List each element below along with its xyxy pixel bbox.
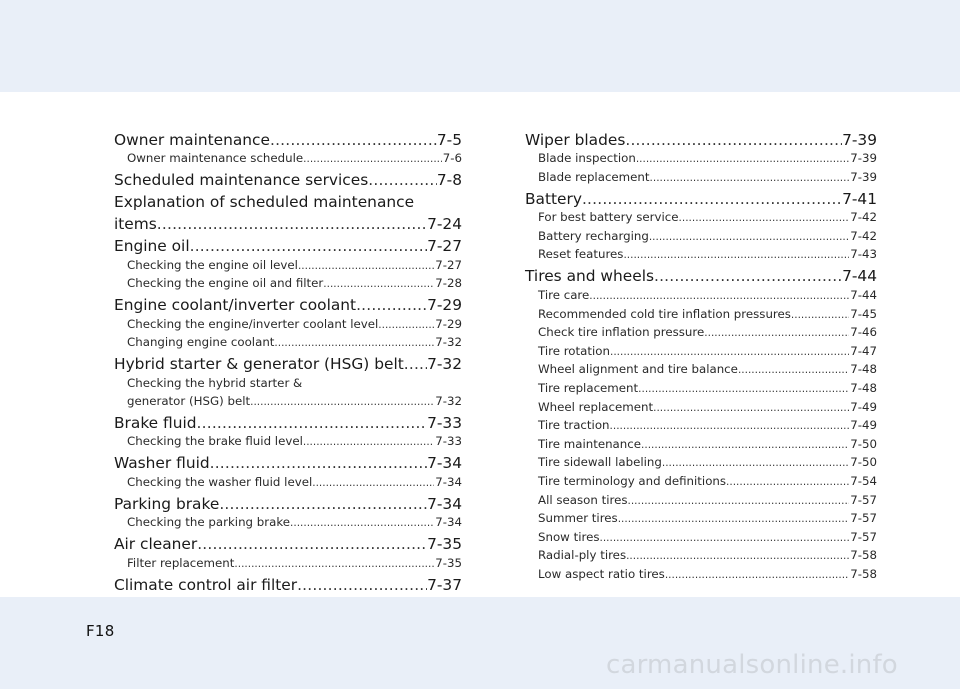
entry-page-number: 7-57 [850, 529, 877, 544]
toc-heading[interactable] [114, 575, 462, 596]
toc-heading[interactable] [114, 236, 462, 257]
entry-page-number: 7-42 [850, 210, 877, 225]
entry-title: Checking the brake fluid level [127, 434, 303, 449]
dot-leader [599, 529, 849, 548]
entry-title: Tire terminology and definitions [538, 473, 727, 488]
dot-leader [290, 514, 434, 533]
toc-subentry[interactable] [114, 150, 462, 169]
entry-title: Blade inspection [538, 151, 636, 165]
dot-leader [250, 393, 434, 412]
toc-subentry[interactable] [525, 547, 877, 566]
toc-subentry[interactable] [525, 306, 877, 325]
dot-leader [626, 547, 849, 566]
toc-heading[interactable] [114, 295, 462, 316]
toc-subentry[interactable] [525, 246, 877, 265]
entry-title: Checking the parking brake [127, 515, 291, 530]
entry-title: Snow tires [538, 529, 600, 544]
entry-title: Air cleaner [114, 535, 198, 554]
entry-page-number: 7-44 [850, 287, 877, 302]
entry-title: Filter replacement [127, 555, 235, 570]
toc-subentry[interactable] [525, 361, 877, 380]
dot-leader [791, 306, 849, 325]
entry-page-number: 7-29 [435, 316, 462, 331]
entry-page-number: 7-57 [850, 511, 877, 526]
entry-page-number: 7-42 [850, 228, 877, 243]
entry-title: Scheduled maintenance services [114, 171, 369, 190]
entry-title: Battery recharging [538, 228, 649, 243]
dot-leader [641, 436, 849, 455]
toc-subentry[interactable] [525, 324, 877, 343]
entry-page-number: 7-58 [850, 548, 877, 563]
toc-subentry[interactable] [525, 380, 877, 399]
entry-title: Hybrid starter & generator (HSG) belt [114, 355, 404, 374]
dot-leader [378, 316, 434, 335]
dot-leader [618, 510, 850, 529]
dot-leader [726, 473, 849, 492]
entry-page-number: 7-32 [427, 355, 462, 374]
entry-page-number: 7-46 [850, 325, 877, 340]
dot-leader [582, 189, 842, 210]
watermark-text: carmanualsonline.info [606, 650, 898, 680]
entry-page-number: 7-34 [435, 474, 462, 489]
entry-title: Radial-ply tires [538, 548, 627, 563]
dot-leader [623, 246, 849, 265]
entry-page-number: 7-50 [850, 455, 877, 470]
entry-page-number: 7-49 [850, 399, 877, 414]
dot-leader [625, 130, 842, 151]
entry-page-number: 7-48 [850, 380, 877, 395]
toc-subentry[interactable] [525, 454, 877, 473]
dot-leader [638, 380, 849, 399]
entry-page-number: 7-34 [435, 515, 462, 530]
toc-heading[interactable] [114, 354, 462, 375]
dot-leader [654, 266, 842, 287]
entry-page-number: 7-39 [850, 151, 877, 165]
toc-subentry[interactable] [525, 417, 877, 436]
dot-leader [610, 343, 849, 362]
entry-page-number: 7-57 [850, 492, 877, 507]
toc-subentry[interactable] [525, 169, 877, 188]
toc-subentry[interactable] [525, 492, 877, 511]
toc-subentry[interactable] [114, 555, 462, 574]
toc-subentry[interactable] [525, 150, 877, 169]
toc-subentry[interactable] [525, 399, 877, 418]
toc-subentry[interactable] [114, 275, 462, 294]
dot-leader [312, 474, 434, 493]
dot-leader [210, 453, 427, 474]
entry-page-number: 7-48 [850, 362, 877, 377]
entry-title: Changing engine coolant [127, 335, 275, 350]
entry-page-number: 7-45 [850, 306, 877, 321]
entry-page-number: 7-54 [850, 473, 877, 488]
toc-heading[interactable] [114, 130, 462, 151]
toc-subentry[interactable] [525, 436, 877, 455]
entry-page-number: 7-5 [436, 130, 462, 149]
entry-page-number: 7-44 [842, 267, 877, 286]
toc-subentry-line: Checking the hybrid starter & [127, 375, 303, 390]
dot-leader [404, 354, 427, 375]
dot-leader [234, 555, 434, 574]
dot-leader [157, 214, 427, 235]
entry-title: items [114, 215, 157, 234]
entry-title: Low aspect ratio tires [538, 566, 665, 581]
toc-column-left [114, 128, 462, 614]
dot-leader [270, 130, 437, 151]
entry-page-number: 7-34 [427, 494, 462, 513]
header-band [0, 0, 960, 92]
dot-leader [628, 492, 850, 511]
entry-page-number: 7-47 [850, 343, 877, 358]
toc-heading[interactable] [525, 189, 877, 210]
entry-title: All season tires [538, 492, 628, 507]
entry-page-number: 7-43 [850, 247, 877, 262]
toc-heading[interactable] [114, 170, 462, 191]
toc-subentry[interactable] [525, 473, 877, 492]
entry-title: Tire traction [538, 418, 610, 433]
dot-leader [219, 494, 427, 515]
entry-title: Tire replacement [538, 380, 639, 395]
dot-leader [589, 287, 849, 306]
entry-title: Checking the engine/inverter coolant level [127, 316, 379, 331]
toc-subentry[interactable] [114, 474, 462, 493]
dot-leader [303, 433, 434, 452]
dot-leader [197, 413, 428, 434]
toc-subentry[interactable] [525, 566, 877, 585]
entry-page-number: 7-33 [427, 413, 462, 432]
toc-heading-line: Explanation of scheduled maintenance [114, 193, 415, 212]
toc-heading[interactable] [114, 453, 462, 474]
dot-leader [704, 324, 849, 343]
page-number: F18 [86, 622, 115, 640]
entry-title: Checking the washer fluid level [127, 474, 313, 489]
toc-heading[interactable] [114, 494, 462, 515]
toc-heading[interactable] [114, 534, 462, 555]
toc-subentry[interactable] [114, 514, 462, 533]
toc-subentry[interactable] [114, 393, 462, 412]
dot-leader [274, 334, 434, 353]
entry-title: Tires and wheels [525, 267, 654, 286]
entry-page-number: 7-27 [427, 237, 462, 256]
dot-leader [679, 209, 850, 228]
entry-title: Tire rotation [538, 343, 610, 358]
entry-title: Parking brake [114, 494, 220, 513]
dot-leader [665, 566, 849, 585]
entry-title: Owner maintenance schedule [127, 151, 304, 165]
entry-page-number: 7-6 [442, 151, 462, 165]
entry-page-number: 7-50 [850, 436, 877, 451]
toc-subentry[interactable] [114, 257, 462, 276]
dot-leader [738, 361, 849, 380]
dot-leader [368, 170, 437, 191]
toc-heading[interactable] [525, 266, 877, 287]
entry-title: Checking the engine oil level [127, 257, 298, 272]
entry-title: Checking the engine oil and filter [127, 276, 324, 291]
entry-page-number: 7-39 [850, 169, 877, 184]
entry-page-number: 7-39 [842, 130, 877, 149]
entry-page-number: 7-32 [435, 335, 462, 350]
entry-title: Battery [525, 189, 582, 208]
dot-leader [298, 257, 434, 276]
entry-title: Tire care [538, 287, 590, 302]
entry-title: Recommended cold tire inflation pressures [538, 306, 791, 321]
toc-subentry[interactable] [525, 510, 877, 529]
entry-page-number: 7-29 [427, 296, 462, 315]
entry-title: Summer tires [538, 511, 618, 526]
entry-page-number: 7-27 [435, 257, 462, 272]
dot-leader [297, 575, 427, 596]
entry-title: Reset features [538, 247, 624, 262]
entry-page-number: 7-33 [435, 434, 462, 449]
entry-page-number: 7-58 [850, 566, 877, 581]
entry-title: Brake fluid [114, 413, 197, 432]
entry-page-number: 7-28 [435, 276, 462, 291]
toc-column-right [525, 128, 877, 584]
entry-page-number: 7-41 [842, 189, 877, 208]
entry-page-number: 7-34 [427, 454, 462, 473]
entry-page-number: 7-32 [435, 393, 462, 408]
toc-subentry[interactable] [114, 433, 462, 452]
dot-leader [650, 169, 850, 188]
entry-title: For best battery service [538, 210, 679, 225]
toc-subentry[interactable] [525, 287, 877, 306]
dot-leader [636, 150, 849, 169]
dot-leader [356, 295, 427, 316]
entry-page-number: 7-24 [427, 215, 462, 234]
dot-leader [197, 534, 427, 555]
toc-subentry[interactable] [114, 316, 462, 335]
entry-page-number: 7-35 [435, 555, 462, 570]
toc-subentry[interactable] [525, 228, 877, 247]
entry-title: Climate control air filter [114, 576, 298, 595]
dot-leader [662, 454, 849, 473]
entry-title: Tire maintenance [538, 436, 642, 451]
entry-title: Engine oil [114, 237, 190, 256]
dot-leader [190, 236, 427, 257]
entry-title: Wheel alignment and tire balance [538, 362, 738, 377]
entry-page-number: 7-8 [436, 171, 462, 190]
entry-title: Wheel replacement [538, 399, 654, 414]
entry-title: Washer fluid [114, 454, 210, 473]
toc-subentry[interactable] [525, 209, 877, 228]
dot-leader [649, 228, 849, 247]
toc-subentry[interactable] [525, 529, 877, 548]
entry-page-number: 7-37 [427, 576, 462, 595]
toc-heading[interactable] [114, 214, 462, 235]
entry-title: Tire sidewall labeling [538, 455, 662, 470]
entry-title: generator (HSG) belt [127, 393, 251, 408]
entry-page-number: 7-35 [427, 535, 462, 554]
entry-title: Owner maintenance [114, 130, 270, 149]
toc-subentry[interactable] [114, 334, 462, 353]
toc-heading[interactable] [525, 130, 877, 151]
dot-leader [323, 275, 434, 294]
toc-subentry[interactable] [525, 343, 877, 362]
dot-leader [303, 150, 442, 169]
entry-title: Wiper blades [525, 130, 626, 149]
entry-title: Blade replacement [538, 169, 650, 184]
entry-title: Engine coolant/inverter coolant [114, 296, 357, 315]
entry-page-number: 7-49 [850, 418, 877, 433]
entry-title: Check tire inflation pressure [538, 325, 705, 340]
dot-leader [610, 417, 850, 436]
toc-heading[interactable] [114, 413, 462, 434]
dot-leader [653, 399, 849, 418]
